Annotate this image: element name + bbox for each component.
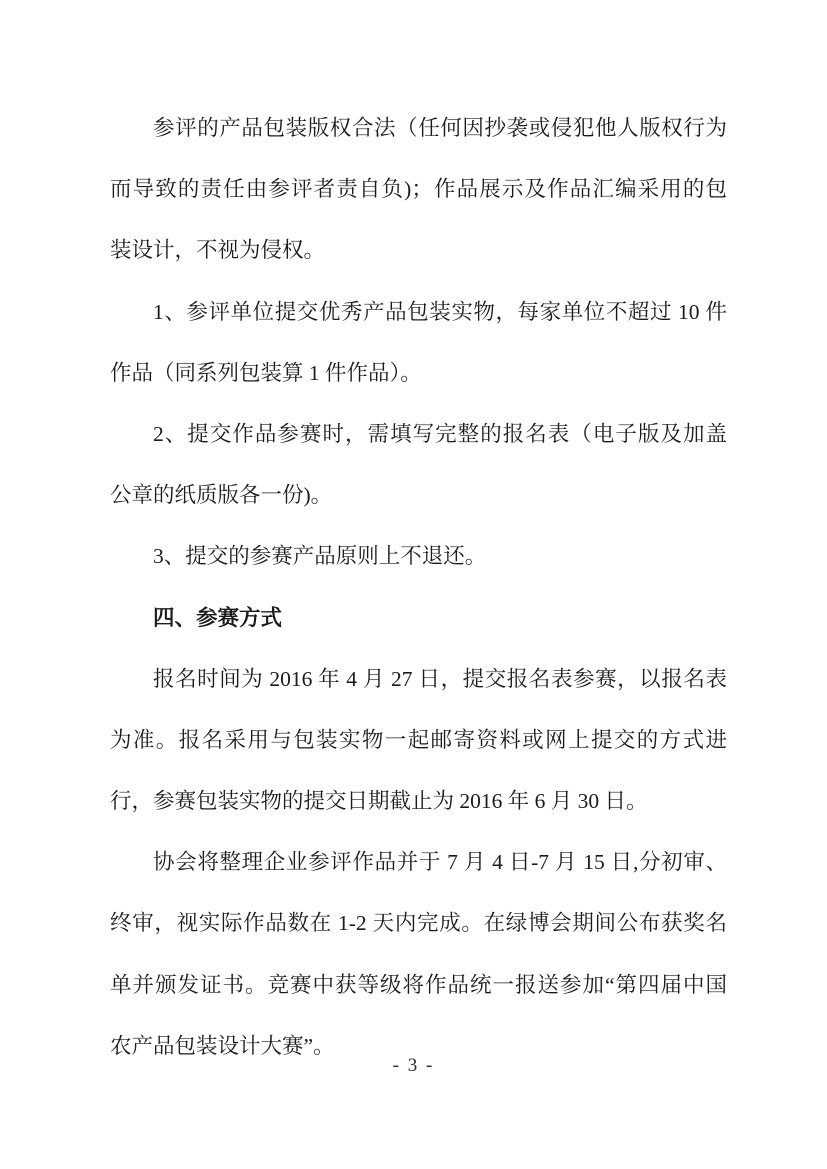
page-number: - 3 - <box>392 1055 435 1076</box>
text-line: 3、提交的参赛产品原则上不退还。 <box>153 544 487 569</box>
text-line: 参评的产品包装版权合法（任何因抄袭或侵犯他人版权行为 <box>153 116 727 140</box>
paragraph-review <box>110 832 727 1077</box>
text-line: 单并颁发证书。竞赛中获等级将作品统一报送参加“第四届中国 <box>110 972 727 997</box>
section-heading <box>110 588 727 649</box>
document-body <box>110 98 727 1077</box>
paragraph-item-3 <box>110 526 727 587</box>
text-line: 2、提交作品参赛时，需填写完整的报名表（电子版及加盖 <box>153 421 727 446</box>
paragraph-item-2 <box>110 404 727 526</box>
heading-text: 四、参赛方式 <box>153 605 283 630</box>
text-line: 农产品包装设计大赛”。 <box>110 1033 335 1058</box>
paragraph-copyright <box>110 98 727 282</box>
text-line: 装设计，不视为侵权。 <box>110 238 326 263</box>
text-line: 为准。报名采用与包装实物一起邮寄资料或网上提交的方式进 <box>110 727 727 752</box>
text-line: 1、参评单位提交优秀产品包装实物，每家单位不超过 10 件 <box>153 299 727 324</box>
text-line: 而导致的责任由参评者责自负)；作品展示及作品汇编采用的包 <box>110 177 727 202</box>
text-line: 终审，视实际作品数在 1-2 天内完成。在绿博会期间公布获奖名 <box>110 911 727 936</box>
paragraph-item-1 <box>110 282 727 404</box>
text-line: 协会将整理企业参评作品并于 7 月 4 日-7 月 15 日,分初审、 <box>153 850 727 875</box>
paragraph-registration <box>110 649 727 833</box>
text-line: 公章的纸质版各一份)。 <box>110 483 333 508</box>
text-line: 作品（同系列包装算 1 件作品）。 <box>110 360 422 385</box>
text-line: 报名时间为 2016 年 4 月 27 日，提交报名表参赛，以报名表 <box>153 666 727 691</box>
text-line: 行，参赛包装实物的提交日期截止为 2016 年 6 月 30 日。 <box>110 789 648 814</box>
